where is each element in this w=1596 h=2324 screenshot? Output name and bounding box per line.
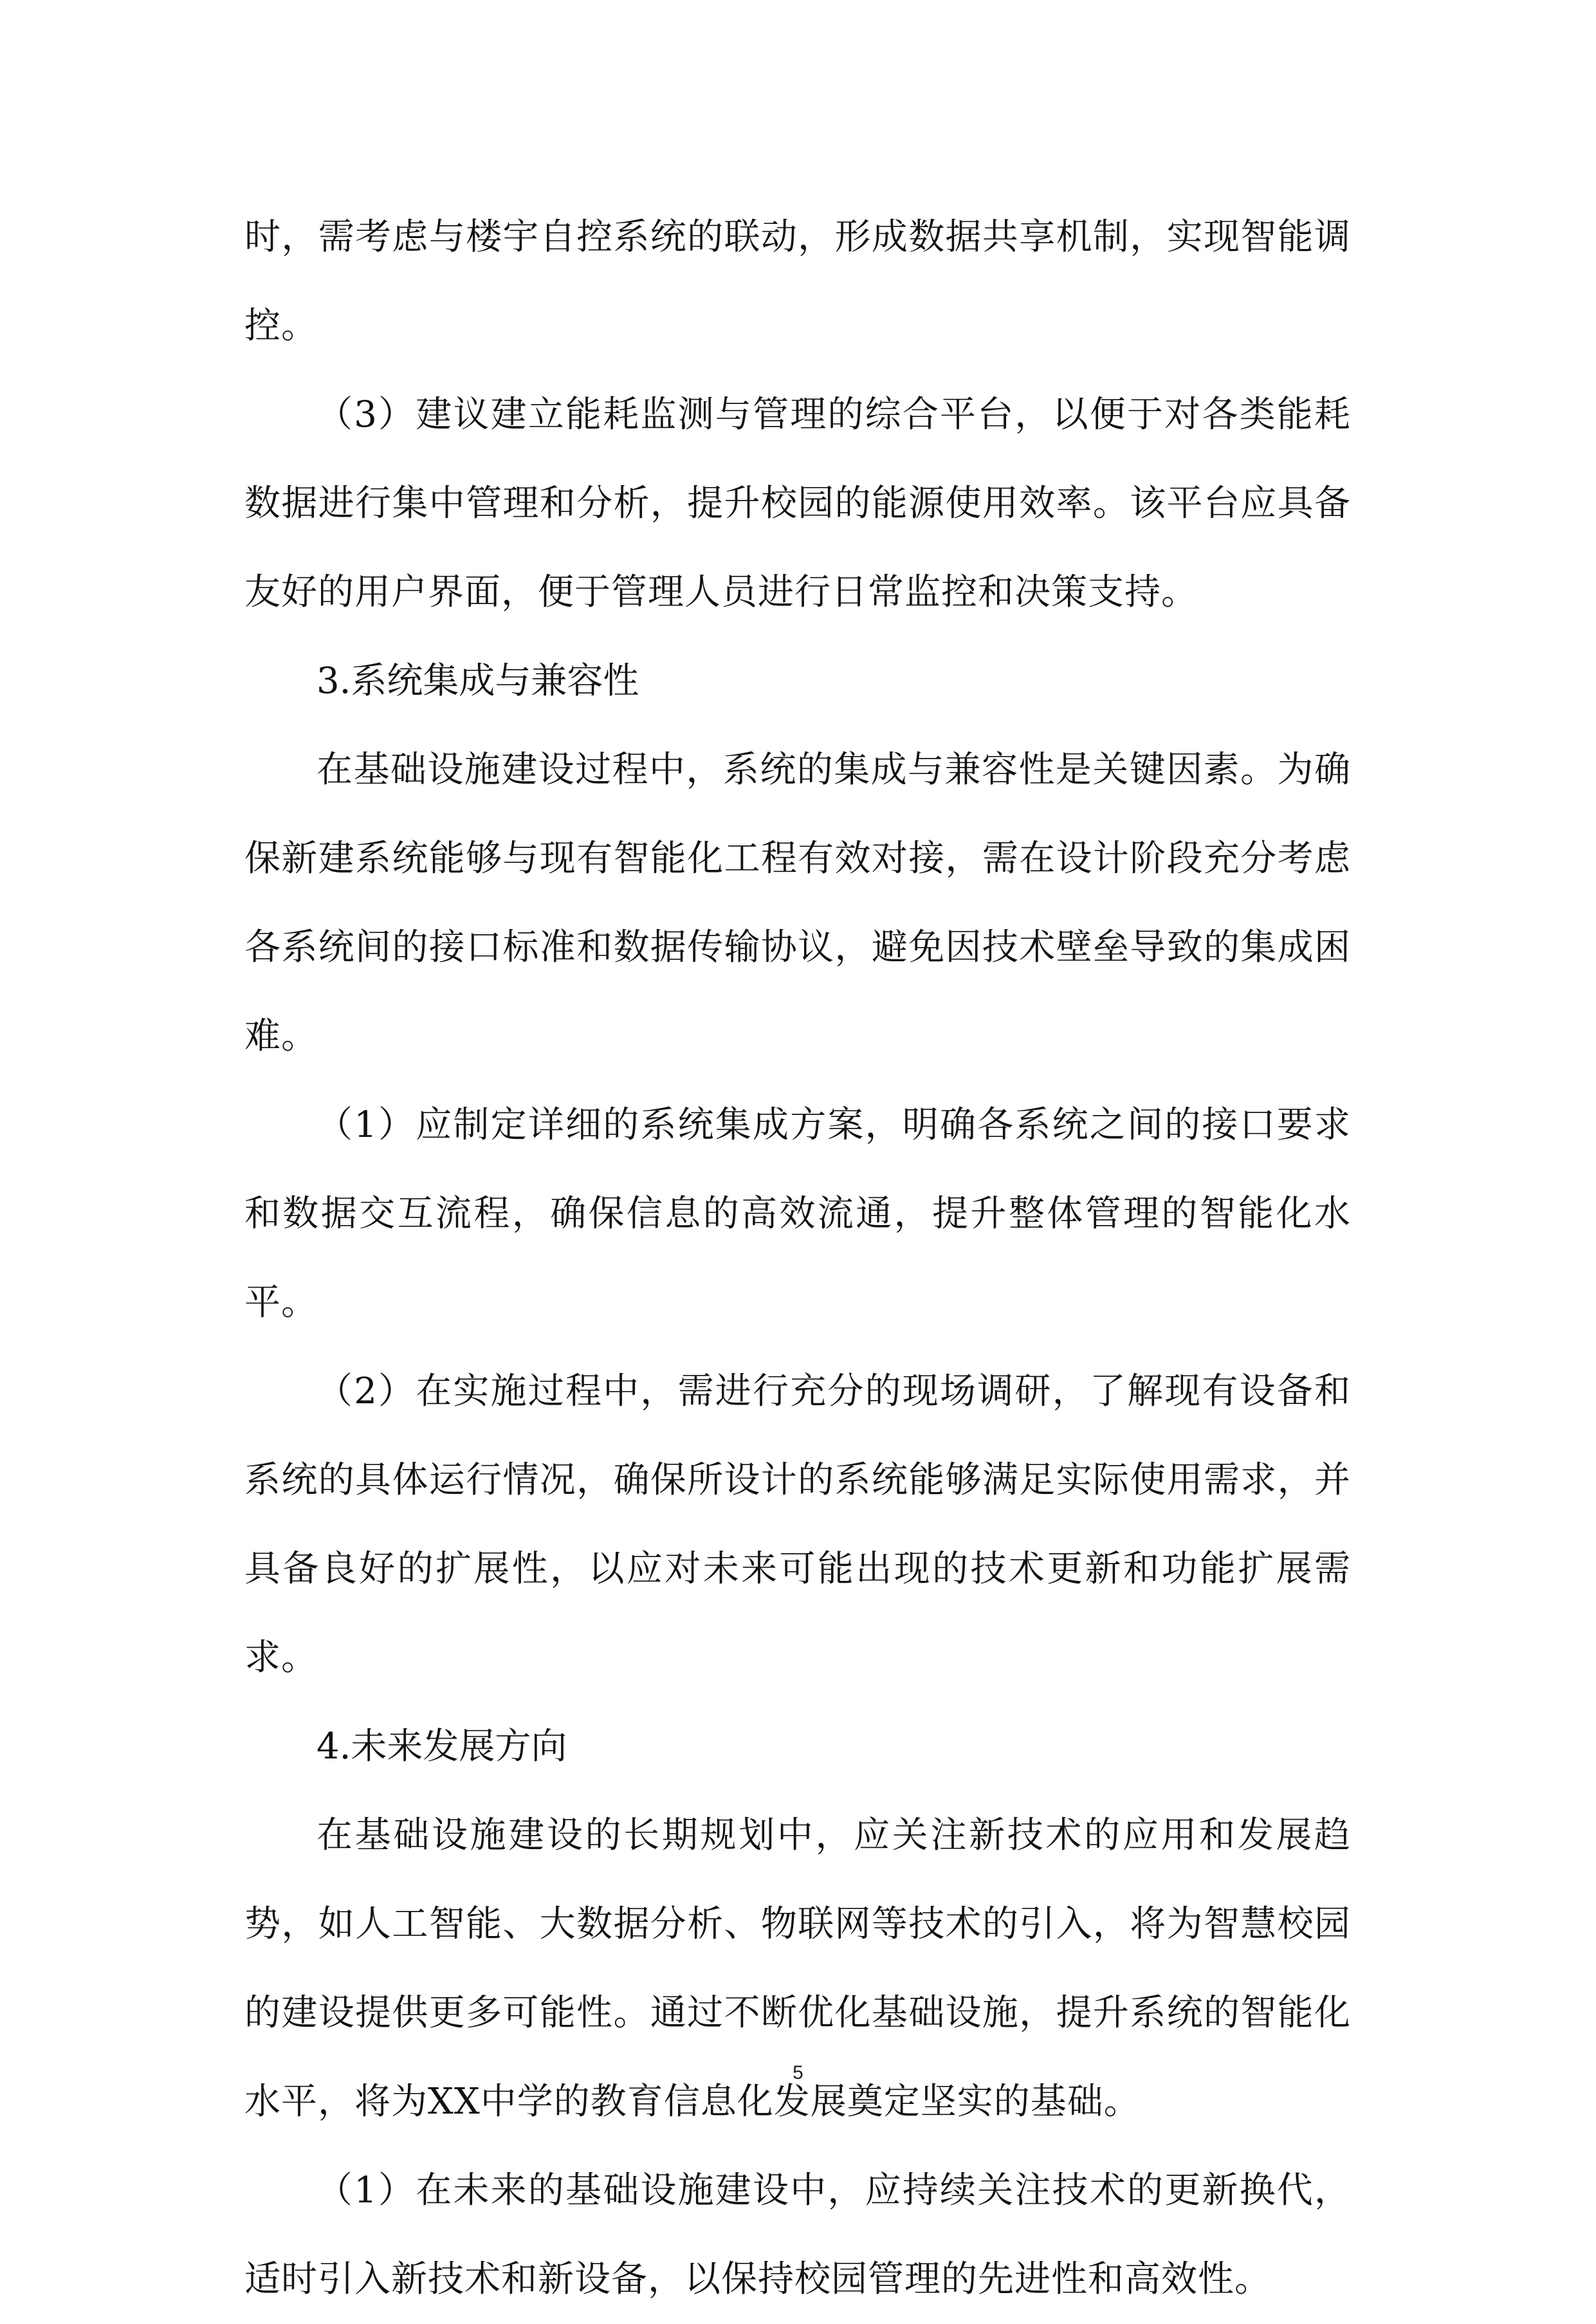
paragraph-future-item-1: （1）在未来的基础设施建设中，应持续关注技术的更新换代，适时引入新技术和新设备，以保持校园管理的先进性和高效性。 [244, 2170, 1351, 2300]
paragraph-item-3: （3）建议建立能耗监测与管理的综合平台，以便于对各类能耗数据进行集中管理和分析，提升校园的能源使用效率。该平台应具备友好的用户界面，便于管理人员进行日常监控和决策支持。 [244, 394, 1351, 613]
paragraph-continuation: 时，需考虑与楼宇自控系统的联动，形成数据共享机制，实现智能调控。 [244, 216, 1351, 347]
paragraph-item-2: （2）在实施过程中，需进行充分的现场调研，了解现有设备和系统的具体运行情况，确保所设计的系统能够满足实际使用需求，并具备良好的扩展性，以应对未来可能出现的技术更新和功能扩展需求。 [244, 1370, 1351, 1679]
paragraph-future-intro: 在基础设施建设的长期规划中，应关注新技术的应用和发展趋势，如人工智能、大数据分析、物联网等技术的引入，将为智慧校园的建设提供更多可能性。通过不断优化基础设施，提升系统的智能化水平，将为XX中学的教育信息化发展奠定坚实的基础。 [244, 1814, 1351, 2123]
paragraph-integration-intro: 在基础设施建设过程中，系统的集成与兼容性是关键因素。为确保新建系统能够与现有智能化工程有效对接，需在设计阶段充分考虑各系统间的接口标准和数据传输协议，避免因技术壁垒导致的集成困难。 [244, 749, 1351, 1057]
section-heading-3: 3.系统集成与兼容性 [316, 660, 639, 702]
paragraph-item-1: （1）应制定详细的系统集成方案，明确各系统之间的接口要求和数据交互流程，确保信息的高效流通，提升整体管理的智能化水平。 [244, 1104, 1351, 1323]
page-number: 5 [793, 2062, 803, 2083]
page-body [244, 193, 1351, 2324]
section-heading-4: 4.未来发展方向 [316, 1726, 567, 1767]
